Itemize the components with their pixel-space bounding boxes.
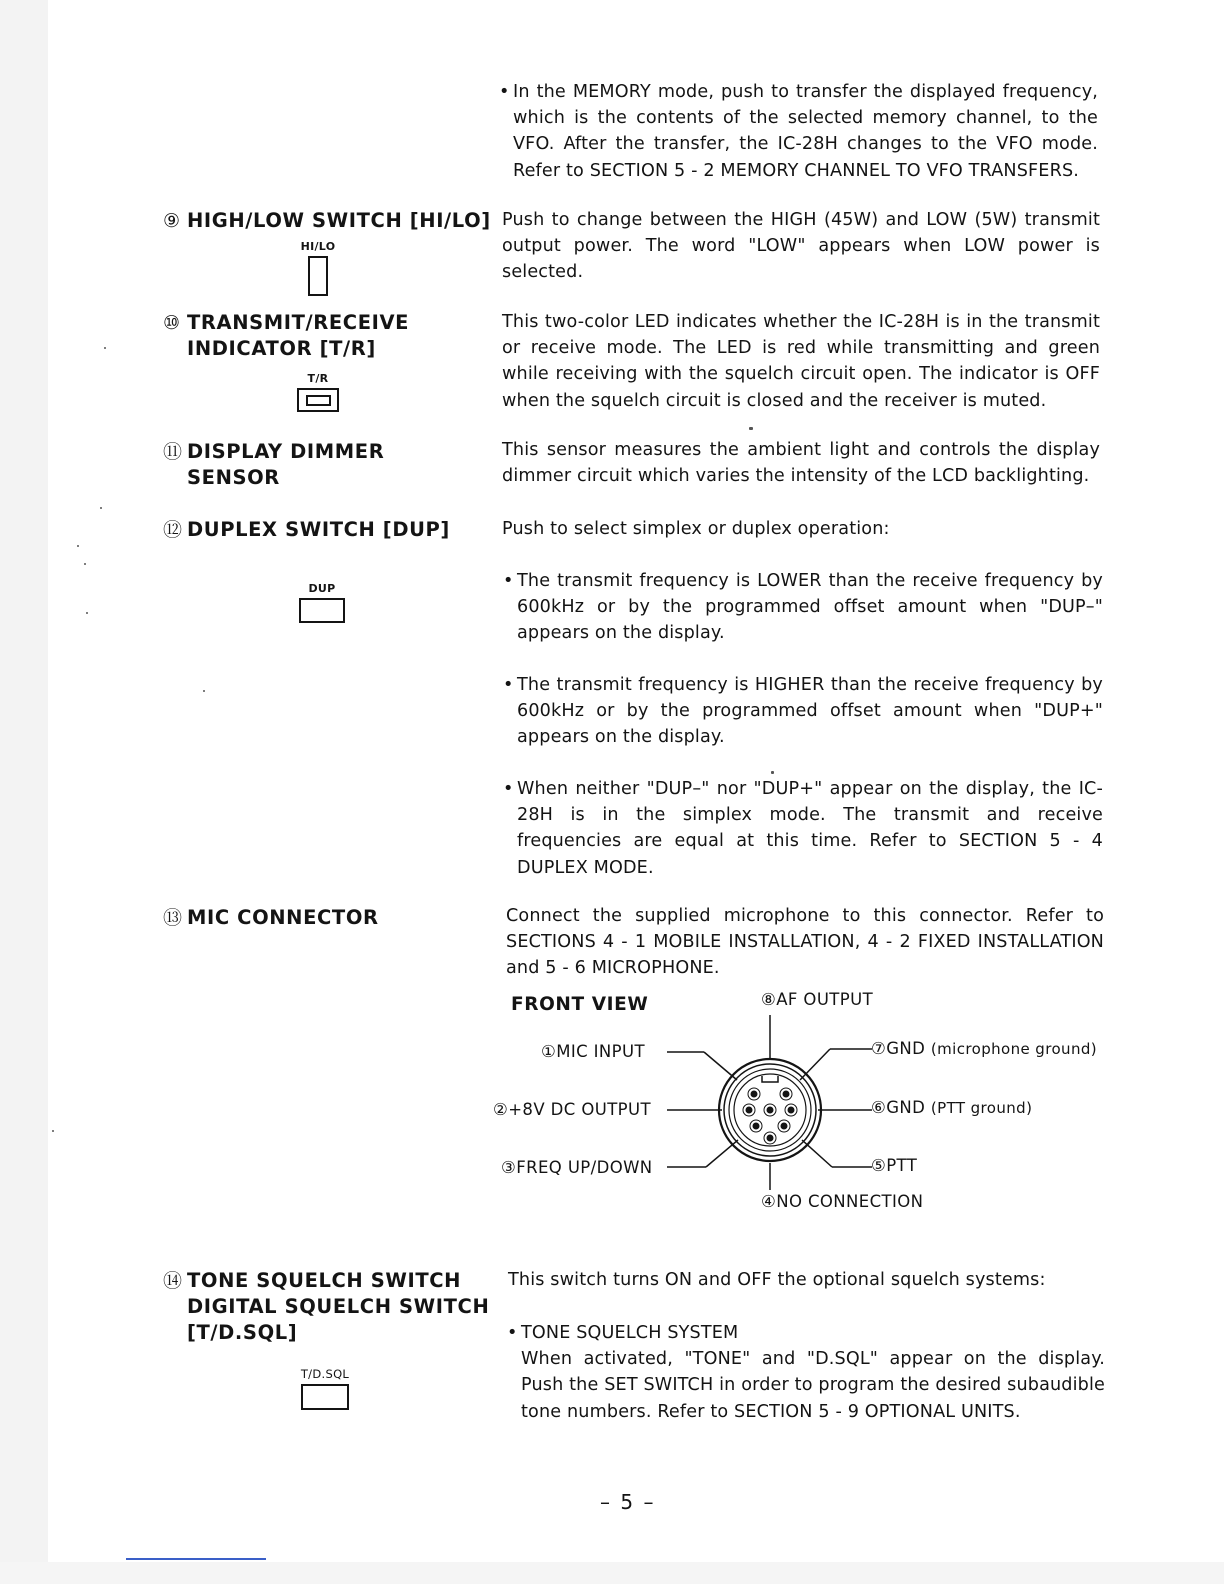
memory-transfer-bullet: • In the MEMORY mode, push to transfer the displayed frequency, which is the contents of the selected memory channel, to the VFO. After the transfer, the IC-28H changes to the VFO mode. Refer to SECTION 5 - 2 MEMORY CHANNEL TO VFO TRANSFERS.: [499, 82, 1098, 181]
item-number: ⑬: [163, 907, 183, 929]
pin7-leader-diag: [800, 1049, 830, 1080]
pin5-label: ⑤PTT: [871, 1156, 918, 1175]
bullet-text: When neither "DUP–" nor "DUP+" appear on the display, the IC-28H is in the simplex mode. The transmit and receive frequencies are equal at this time. Refer to SECTION 5 - 4 DUPLEX MODE.: [517, 779, 1103, 878]
switch-label: T/D.SQL: [300, 1367, 350, 1381]
tone-squelch-description: This switch turns ON and OFF the optional squelch systems:: [508, 1270, 1046, 1290]
front-view-label: FRONT VIEW: [511, 994, 649, 1015]
memory-transfer-text: In the MEMORY mode, push to transfer the displayed frequency, which is the contents of the selected memory channel, to the VFO. After the transfer, the IC-28H changes to the VFO mode. Refer to SECTION 5 - 2 MEMORY CHANNEL TO VFO TRANSFERS.: [513, 82, 1098, 181]
duplex-bullet-simplex: • When neither "DUP–" nor "DUP+" appear on the display, the IC-28H is in the simplex mode. The transmit and receive frequencies are equal at this time. Refer to SECTION 5 - 4 DUPLEX MODE.: [503, 779, 1103, 878]
tone-squelch-bullet: • TONE SQUELCH SYSTEM When activated, "TONE" and "D.SQL" appear on the display. Push the SET SWITCH in order to program the desired subaudible tone numbers. Refer to SECTION 5 - 9 OPTIONAL UNITS.: [507, 1323, 1105, 1422]
switch-label: DUP: [308, 582, 336, 595]
switch-label: T/R: [307, 372, 329, 385]
pin3-label: ③FREQ UP/DOWN: [501, 1158, 653, 1177]
pin1-label: ①MIC INPUT: [541, 1042, 645, 1061]
pin7-label: ⑦GND (microphone ground): [871, 1039, 1098, 1058]
heading-text: TRANSMIT/RECEIVE: [187, 311, 410, 334]
item-number: ⑪: [163, 441, 183, 463]
t-d-sql-button-icon: [301, 1384, 349, 1410]
mic-connector-description: Connect the supplied microphone to this connector. Refer to SECTIONS 4 - 1 MOBILE INSTALLATION, 4 - 2 FIXED INSTALLATION and 5 - 6 MICROPHONE.: [506, 906, 1104, 979]
item-number: ⑩: [163, 312, 181, 334]
high-low-description: Push to change between the HIGH (45W) and LOW (5W) transmit output power. The word "LOW" appears when LOW power is selected.: [502, 210, 1100, 283]
heading-text: DUPLEX SWITCH [DUP]: [187, 518, 450, 541]
bullet-text: When activated, "TONE" and "D.SQL" appear on the display. Push the SET SWITCH in order to program the desired subaudible tone numbers. Refer to SECTION 5 - 9 OPTIONAL UNITS.: [521, 1349, 1105, 1422]
transmit-receive-description: This two-color LED indicates whether the IC-28H is in the transmit or receive mode. The LED is red while transmitting and green while receiving with the squelch circuit open. The indicator is OFF when the squelch circuit is closed and the receiver is muted.: [502, 312, 1100, 411]
footer-link-underline: [126, 1558, 266, 1560]
heading-text: HIGH/LOW SWITCH [HI/LO]: [187, 209, 491, 232]
pin4-label: ④NO CONNECTION: [761, 1192, 924, 1211]
pin8-label: ⑧AF OUTPUT: [761, 990, 874, 1009]
pin6-label: ⑥GND (PTT ground): [871, 1098, 1033, 1117]
display-dimmer-description: This sensor measures the ambient light and controls the display dimmer circuit which varies the intensity of the LCD backlighting.: [502, 440, 1100, 487]
heading-text-line2: SENSOR: [187, 466, 280, 489]
heading-text: TONE SQUELCH SWITCH: [187, 1269, 462, 1292]
duplex-bullet-lower: • The transmit frequency is LOWER than the receive frequency by 600kHz or by the programmed offset amount when "DUP–" appears on the display.: [503, 571, 1103, 644]
heading-text: DISPLAY DIMMER: [187, 440, 385, 463]
heading-text-line2: DIGITAL SQUELCH SWITCH: [187, 1295, 490, 1318]
heading-text: MIC CONNECTOR: [187, 906, 379, 929]
page-number: – 5 –: [600, 1490, 656, 1514]
tone-squelch-heading: [163, 1268, 489, 1346]
item-number: ⑭: [163, 1270, 183, 1292]
item-number: ⑫: [163, 519, 183, 541]
connector-key: [762, 1076, 778, 1082]
heading-text-line2: INDICATOR [T/R]: [187, 337, 376, 360]
duplex-bullet-higher: • The transmit frequency is HIGHER than the receive frequency by 600kHz or by the programmed offset amount when "DUP+" appears on the display.: [503, 675, 1103, 748]
item-number: ⑨: [163, 210, 181, 232]
bullet-text: The transmit frequency is LOWER than the receive frequency by 600kHz or by the programmed offset amount when "DUP–" appears on the display.: [517, 571, 1103, 644]
duplex-description: Push to select simplex or duplex operation:: [502, 519, 890, 539]
heading-text-line3: [T/D.SQL]: [187, 1321, 298, 1344]
bullet-title: TONE SQUELCH SYSTEM: [521, 1323, 739, 1343]
bullet-text: The transmit frequency is HIGHER than the receive frequency by 600kHz or by the programmed offset amount when "DUP+" appears on the display.: [517, 675, 1103, 748]
t-d-sql-switch: [293, 1367, 357, 1410]
pin2-label: ②+8V DC OUTPUT: [493, 1100, 651, 1119]
switch-label: HI/LO: [300, 240, 336, 253]
